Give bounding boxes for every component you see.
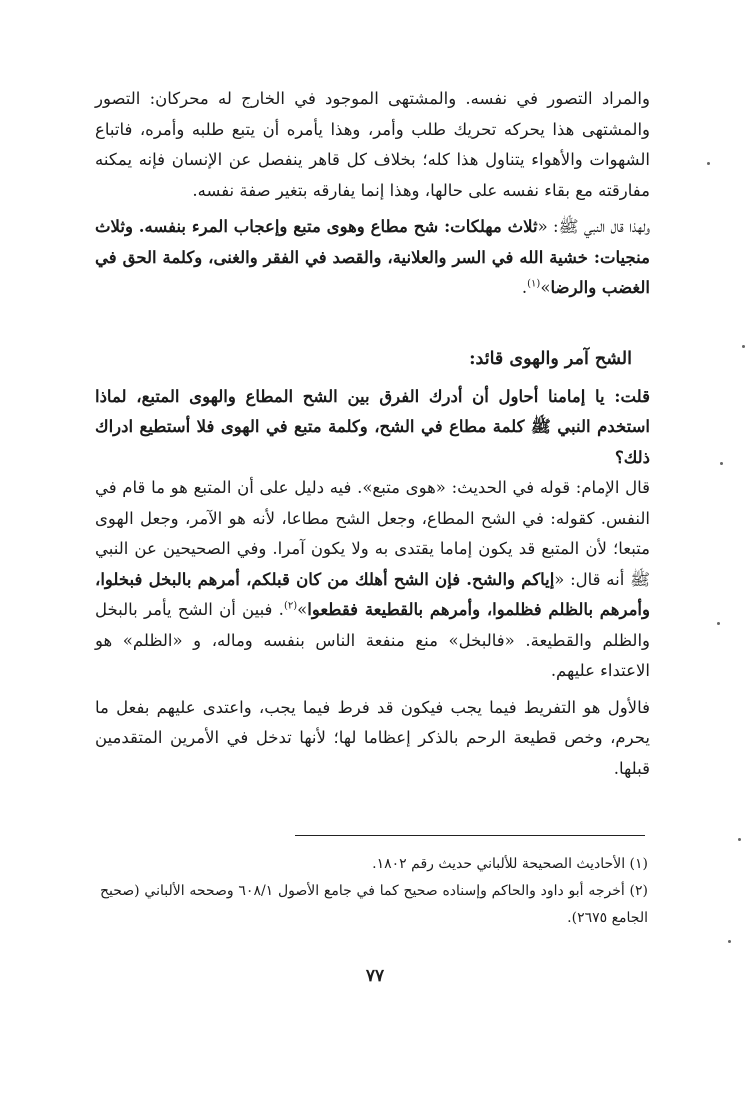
quote-close-2: » bbox=[297, 600, 308, 619]
footnote-1: (١) الأحاديث الصحيحة للألباني حديث رقم ١٨٠٢. bbox=[372, 856, 648, 872]
scan-speck bbox=[717, 622, 720, 625]
paragraph-2-intro: ولهذا قال النبي ﷺ: « bbox=[537, 217, 650, 236]
answer-paragraph-2 bbox=[95, 693, 650, 785]
quote-close-1: » bbox=[540, 278, 551, 297]
scan-speck bbox=[728, 940, 731, 943]
paragraph-2 bbox=[95, 212, 650, 304]
footnote-2: (٢) أخرجه أبو داود والحاكم وإسناده صحيح كما في جامع الأصول ٦٠٨/١ وصححه الألباني (صحيح الجامع ٢٦٧٥). bbox=[100, 883, 648, 926]
section-heading: الشح آمر والهوى قائد: bbox=[469, 348, 632, 369]
scan-speck bbox=[738, 838, 741, 841]
paragraph-2-end: . bbox=[521, 278, 528, 297]
question-paragraph: قلت: يا إمامنا أحاول أن أدرك الفرق بين الشح المطاع والهوى المتبع، لماذا استخدم النبي ﷺ كلمة مطاع في الشح، وكلمة متبع في الهوى فلا أستطيع ادراك ذلك؟ bbox=[95, 386, 650, 467]
scan-speck bbox=[720, 462, 723, 465]
paragraph-1-text: والمراد التصور في نفسه. والمشتهى الموجود في الخارج له محركان: التصور والمشتهى هذا يحركه تحريك طلب وأمر، وهذا يأمره أن يتبع طلبه وأمره، فاتباع الشهوات والأهواء يتناول هذا كله؛ بخلاف كل قاهر ينفصل عن الإنسان فإنه يمكنه مفارقته مع بقاء نفسه على حالها، وهذا إنما يفارقه بتغير صفة نفسه. bbox=[95, 89, 650, 200]
answer-2-text: فالأول هو التفريط فيما يجب فيكون قد فرط فيما يجب، واعتدى عليهم بفعل ما يحرم، وخص قطيعة الرحم بالذكر إعظاما لها؛ لأنها تدخل في الأمرين المتقدمين قبلها. bbox=[95, 697, 650, 778]
hadith-quote-1: ثلاث مهلكات: شح مطاع وهوى متبع وإعجاب المرء بنفسه. وثلاث منجيات: خشية الله في السر والعلانية، والقصد في الفقر والغنى، وكلمة الحق في الغضب والرضا bbox=[95, 217, 650, 297]
hadith-quote-2: إياكم والشح. فإن الشح أهلك من كان قبلكم، أمرهم بالبخل فبخلوا، وأمرهم بالظلم فظلموا، وأمرهم بالقطيعة فقطعوا bbox=[95, 569, 650, 619]
page-body bbox=[95, 84, 650, 784]
footnotes bbox=[100, 851, 648, 932]
scan-speck bbox=[707, 162, 710, 165]
footnote-ref-1[interactable]: (١) bbox=[527, 278, 541, 290]
footnote-divider bbox=[295, 835, 645, 836]
scan-speck bbox=[742, 345, 745, 348]
page-number: ٧٧ bbox=[365, 966, 385, 986]
answer-paragraph-1 bbox=[95, 473, 650, 687]
footnote-ref-2[interactable]: (٢) bbox=[283, 600, 298, 612]
answer-1-end: . فبين أن الشح يأمر بالبخل والظلم والقطيعة. «فالبخل» منع منفعة الناس بنفسه وماله، و «الظلم» هو الاعتداء عليهم. bbox=[95, 600, 650, 680]
paragraph-1 bbox=[95, 84, 650, 206]
answer-1-intro: قال الإمام: قوله في الحديث: «هوى متبع». فيه دليل على أن المتبع هو ما قام في النفس. كقوله: في الشح المطاع، وجعل الشح مطاعا، لأنه هو الآمر، وجعل الهوى متبعا؛ لأن المتبع قد يكون إماما يقتدى به ولا يكون آمرا. وفي الصحيحين عن النبي ﷺ أنه قال: « bbox=[95, 478, 650, 589]
